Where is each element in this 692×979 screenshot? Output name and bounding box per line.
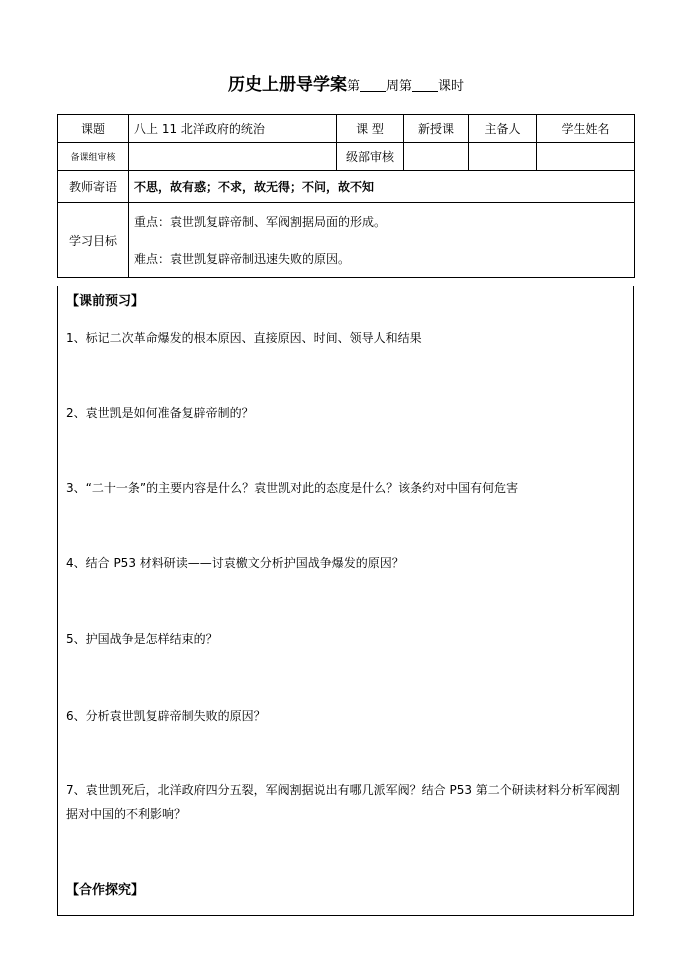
review-label: 备课组审核 xyxy=(58,143,129,171)
key-point: 重点：袁世凯复辟帝制、军阀割据局面的形成。 xyxy=(134,215,387,229)
type-label: 课 型 xyxy=(337,115,404,143)
lesson-blank[interactable] xyxy=(412,77,438,92)
preview-question: 1、标记二次革命爆发的根本原因、直接原因、时间、领导人和结果 xyxy=(66,331,422,345)
title-week-suffix: 周第 xyxy=(385,79,412,94)
cooperate-section-title: 【合作探究】 xyxy=(66,883,145,898)
topic-value[interactable]: 八上 11 北洋政府的统治 xyxy=(129,115,337,143)
review-value[interactable] xyxy=(129,143,337,171)
topic-label: 课题 xyxy=(58,115,129,143)
week-blank[interactable] xyxy=(360,77,386,92)
header-row-goals xyxy=(58,203,635,278)
page-title xyxy=(0,70,692,95)
preview-question: 7、袁世凯死后，北洋政府四分五裂，军阀割据说出有哪几派军阀？结合 P53 第二个研读材料分析军阀割据对中国的不利影响？ xyxy=(66,783,620,821)
preview-section-title: 【课前预习】 xyxy=(66,294,145,309)
title-main: 历史上册导学案 xyxy=(227,75,347,95)
student-name-label: 学生姓名 xyxy=(537,115,635,143)
grade-review-label: 级部审核 xyxy=(337,143,404,171)
title-week-prefix: 第 xyxy=(346,79,360,94)
preparer-value[interactable] xyxy=(469,143,537,171)
grade-review-value[interactable] xyxy=(404,143,469,171)
goals-content xyxy=(129,203,635,278)
preview-question: 3、“二十一条”的主要内容是什么？袁世凯对此的态度是什么？该条约对中国有何危害 xyxy=(66,481,519,495)
preview-question: 6、分析袁世凯复辟帝制失败的原因？ xyxy=(66,709,266,723)
header-row-review xyxy=(58,143,635,171)
goals-label: 学习目标 xyxy=(58,203,129,278)
header-row-topic xyxy=(58,115,635,143)
message-label: 教师寄语 xyxy=(58,171,129,203)
type-value[interactable]: 新授课 xyxy=(404,115,469,143)
study-body xyxy=(57,286,634,916)
title-lesson-suffix: 课时 xyxy=(438,79,465,94)
preview-question: 2、袁世凯是如何准备复辟帝制的？ xyxy=(66,406,254,420)
header-row-message xyxy=(58,171,635,203)
header-table xyxy=(57,114,635,278)
message-value: 不思，故有惑；不求，故无得；不问，故不知 xyxy=(129,171,635,203)
preview-question: 4、结合 P53 材料研读——讨袁檄文分析护国战争爆发的原因？ xyxy=(66,556,404,570)
preview-question: 5、护国战争是怎样结束的？ xyxy=(66,632,218,646)
preparer-label: 主备人 xyxy=(469,115,537,143)
student-name-value[interactable] xyxy=(537,143,635,171)
difficult-point: 难点：袁世凯复辟帝制迅速失败的原因。 xyxy=(134,252,351,266)
